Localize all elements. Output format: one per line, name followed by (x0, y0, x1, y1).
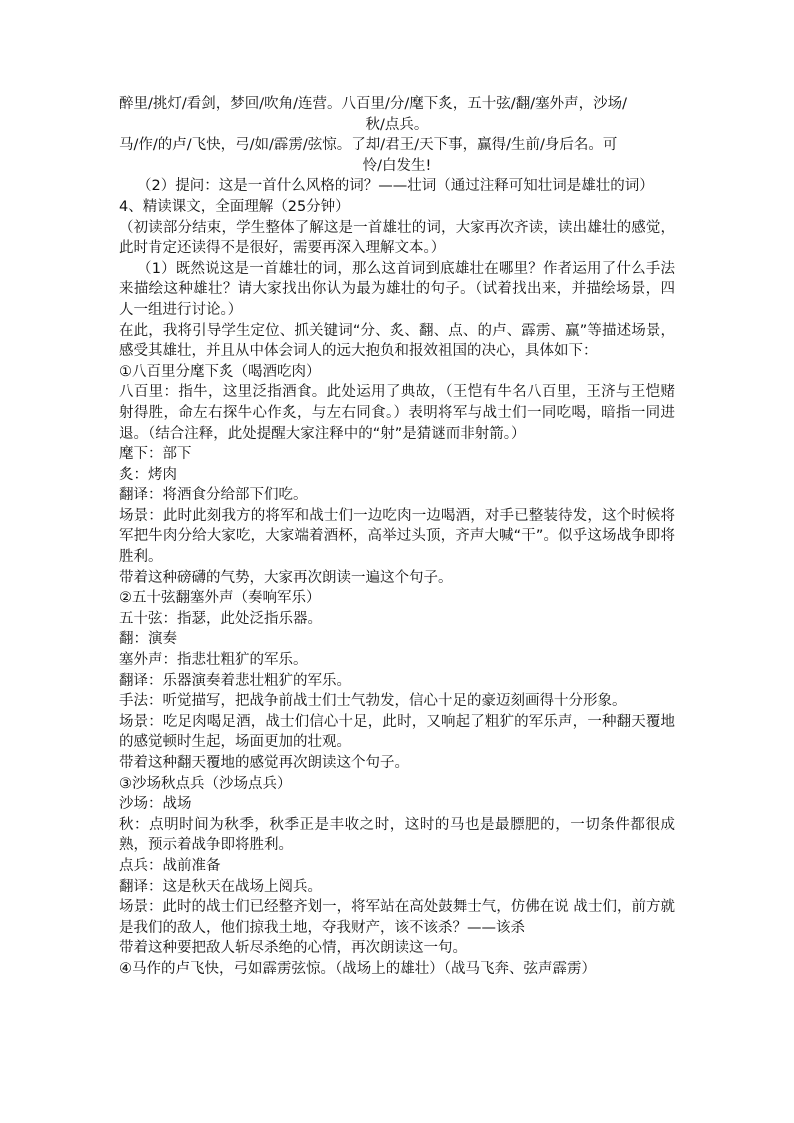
intro-paragraph: （初读部分结束，学生整体了解这是一首雄壮的词，大家再次齐读，读出雄壮的感觉，此时肯定还读得不是很好，需要再深入理解文本。） (119, 219, 675, 257)
item-1-scene: 场景：此时此刻我方的将军和战士们一边吃肉一边喝酒，对手已整装待发，这个时候将军把牛肉分给大家吃，大家端着酒杯，高举过头顶，齐声大喊“干”。似乎这场战争即将胜利。 (119, 507, 675, 566)
question-2: （2）提问：这是一首什么风格的词？——壮词（通过注释可知壮词是雄壮的词） (137, 178, 654, 195)
item-3-reading: 带着这种要把敌人斩尽杀绝的心情，再次朗读这一句。 (119, 940, 467, 957)
guide-paragraph: 在此，我将引导学生定位、抓关键词“分、炙、翻、点、的卢、霹雳、赢”等描述场景，感受其雄壮，并且从中体会词人的远大抱负和报效祖国的决心，具体如下： (119, 322, 675, 360)
item-2-method: 手法：听觉描写，把战争前战士们士气勃发，信心十足的豪迈刻画得十分形象。 (119, 693, 627, 710)
item-2-scene: 场景：吃足肉喝足酒，战士们信心十足，此时，又响起了粗犷的军乐声，一种翻天覆地的感觉顿时生起，场面更加的壮观。 (119, 713, 675, 751)
verse-line-1a: 醉里/挑灯/看剑，梦回/吹角/连营。八百里/分/麾下炙，五十弦/翻/塞外声，沙场/ (119, 96, 627, 112)
verse-line-1b: 秋/点兵。 (365, 116, 429, 133)
item-3-shachang: 沙场：战场 (119, 796, 192, 813)
item-3-translation: 翻译：这是秋天在战场上阅兵。 (119, 878, 322, 895)
item-1-reading: 带着这种磅礴的气势，大家再次朗读一遍这个句子。 (119, 569, 453, 586)
item-1-title: ①八百里分麾下炙（喝酒吃肉） (119, 363, 321, 380)
verse-line-2b: 怜/白发生! (362, 157, 432, 174)
item-3-dianbing: 点兵：战前准备 (119, 857, 221, 874)
item-2-fan: 翻：演奏 (119, 631, 177, 648)
item-3-qiu: 秋：点明时间为秋季，秋季正是丰收之时，这时的马也是最膘肥的，一切条件都很成熟，预示着战争即将胜利。 (119, 816, 675, 854)
verse-line-2a: 马/作/的卢/飞快，弓/如/霹雳/弦惊。了却/君王/天下事，赢得/生前/身后名。可 (119, 137, 618, 154)
item-2-title: ②五十弦翻塞外声（奏响军乐） (119, 590, 321, 607)
item-4-title: ④马作的卢飞快，弓如霹雳弦惊。（战场上的雄壮）（战马飞奔、弦声霹雳） (119, 960, 596, 977)
item-2-translation: 翻译：乐器演奏着悲壮粗犷的军乐。 (119, 672, 351, 689)
item-1-zhi: 炙：烤肉 (119, 466, 177, 483)
item-1-huixia: 麾下：部下 (119, 446, 192, 463)
item-1-translation: 翻译：将酒食分给部下们吃。 (119, 487, 308, 504)
item-2-wushixian: 五十弦：指瑟，此处泛指乐器。 (119, 610, 322, 627)
item-2-saiwaisheng: 塞外声：指悲壮粗犷的军乐。 (119, 652, 308, 669)
item-3-title: ③沙场秋点兵（沙场点兵） (119, 775, 292, 792)
item-1-babaili: 八百里：指牛，这里泛指酒食。此处运用了典故，（王恺有牛名八百里，王济与王恺赌射得胜，命左右探牛心作炙，与左右同食。）表明将军与战士们一同吃喝，暗指一同进退。（结合注释，此处提醒大家注释中的“射”是猜谜而非射箭。） (119, 384, 675, 442)
item-3-scene: 场景：此时的战士们已经整齐划一，将军站在高处鼓舞士气，仿佛在说 战士们，前方就是我们的敌人，他们掠我土地，夺我财产，该不该杀？——该杀 (119, 899, 675, 936)
question-1: （1）既然说这是一首雄壮的词，那么这首词到底雄壮在哪里？作者运用了什么手法来描绘这种雄壮？请大家找出你认为最为雄壮的句子。（试着找出来，并描绘场景，四人一组进行讨论。） (119, 260, 675, 318)
document-page (119, 94, 675, 980)
item-2-reading: 带着这种翻天覆地的感觉再次朗读这个句子。 (119, 755, 409, 771)
section-4-heading: 4、精读课文，全面理解（25分钟） (119, 198, 350, 215)
